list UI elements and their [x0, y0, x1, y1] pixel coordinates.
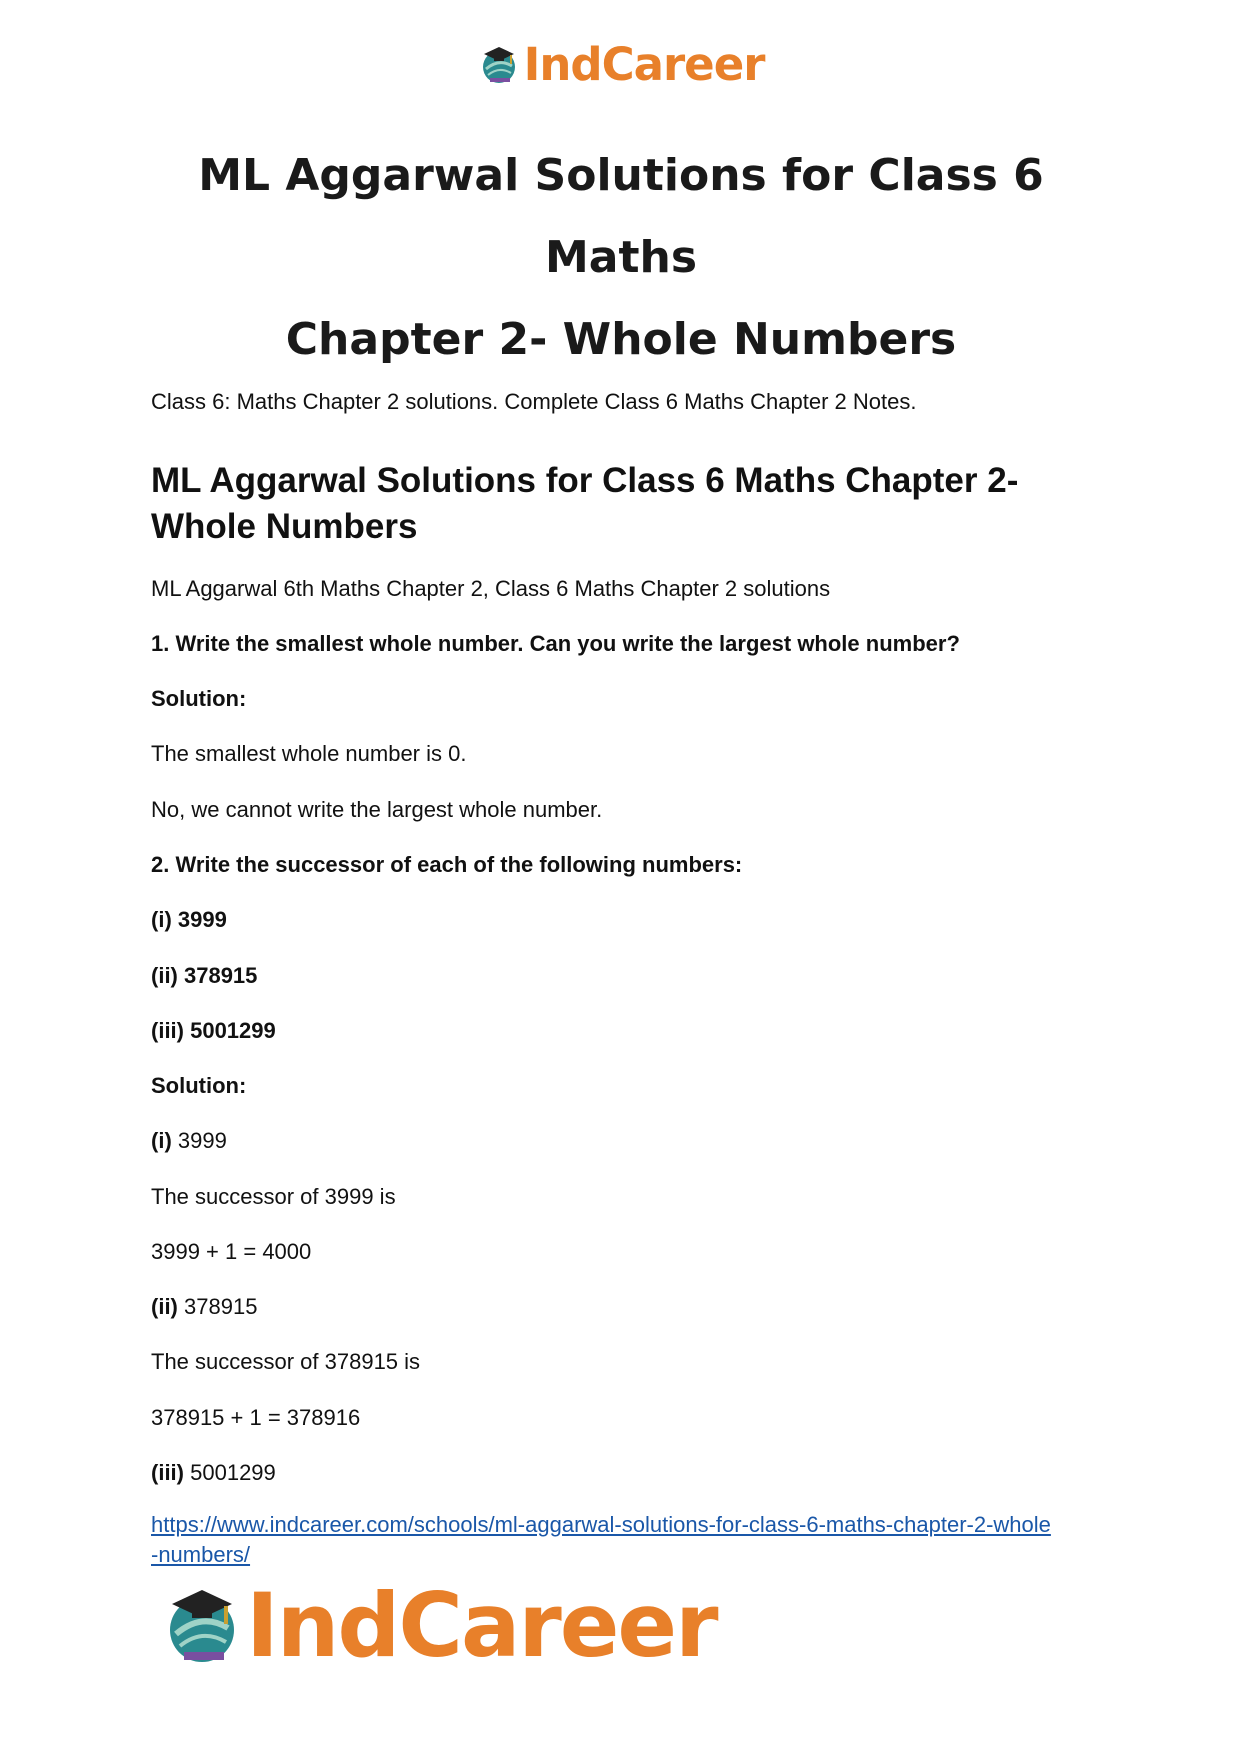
header-logo [0, 40, 1242, 90]
solution-label: Solution: [151, 686, 247, 711]
section-heading-line-1: ML Aggarwal Solutions for Class 6 Maths Chapter 2- [151, 461, 1019, 500]
question-2: 2. Write the successor of each of the following numbers: [151, 852, 743, 877]
subtitle-paragraph: ML Aggarwal 6th Maths Chapter 2, Class 6 Maths Chapter 2 solutions [151, 576, 831, 601]
section-heading [151, 458, 1091, 550]
question-item: (ii) 378915 [151, 963, 258, 988]
footer-logo [160, 1574, 717, 1677]
url-line-1: https://www.indcareer.com/schools/ml-aggarwal-solutions-for-class-6-maths-chapter-2-whole [151, 1512, 1051, 1537]
part-label: (i) [151, 1128, 172, 1153]
logo-wordmark: IndCareer [523, 38, 765, 91]
part-value: 378915 [184, 1294, 258, 1319]
solution-part-heading [151, 1459, 276, 1487]
question-1: 1. Write the smallest whole number. Can you write the largest whole number? [151, 631, 960, 656]
answer-line: The smallest whole number is 0. [151, 741, 467, 766]
intro-paragraph: Class 6: Maths Chapter 2 solutions. Complete Class 6 Maths Chapter 2 Notes. [151, 389, 917, 414]
question-item: (i) 3999 [151, 907, 227, 932]
section-heading-line-2: Whole Numbers [151, 507, 418, 546]
answer-line: 378915 + 1 = 378916 [151, 1405, 361, 1430]
question-item: (iii) 5001299 [151, 1018, 276, 1043]
logo-wordmark: IndCareer [246, 1574, 717, 1677]
part-value: 5001299 [190, 1460, 276, 1485]
title-line-2: Chapter 2- Whole Numbers [285, 314, 957, 365]
part-label: (iii) [151, 1460, 184, 1485]
answer-line: 3999 + 1 = 4000 [151, 1239, 312, 1264]
answer-line: No, we cannot write the largest whole number. [151, 797, 603, 822]
url-line-2: -numbers/ [151, 1542, 251, 1567]
globe-graduation-icon [160, 1584, 244, 1668]
title-line-1: ML Aggarwal Solutions for Class 6 Maths [198, 150, 1044, 283]
page-title [150, 135, 1092, 381]
solution-part-heading [151, 1293, 257, 1321]
part-value: 3999 [177, 1128, 227, 1153]
solution-part-heading [151, 1127, 227, 1155]
answer-line: The successor of 378915 is [151, 1349, 421, 1374]
source-url-link[interactable] [151, 1510, 1091, 1570]
answer-line: The successor of 3999 is [151, 1184, 396, 1209]
part-label: (ii) [151, 1294, 178, 1319]
solution-label: Solution: [151, 1073, 247, 1098]
globe-graduation-icon [478, 44, 520, 86]
